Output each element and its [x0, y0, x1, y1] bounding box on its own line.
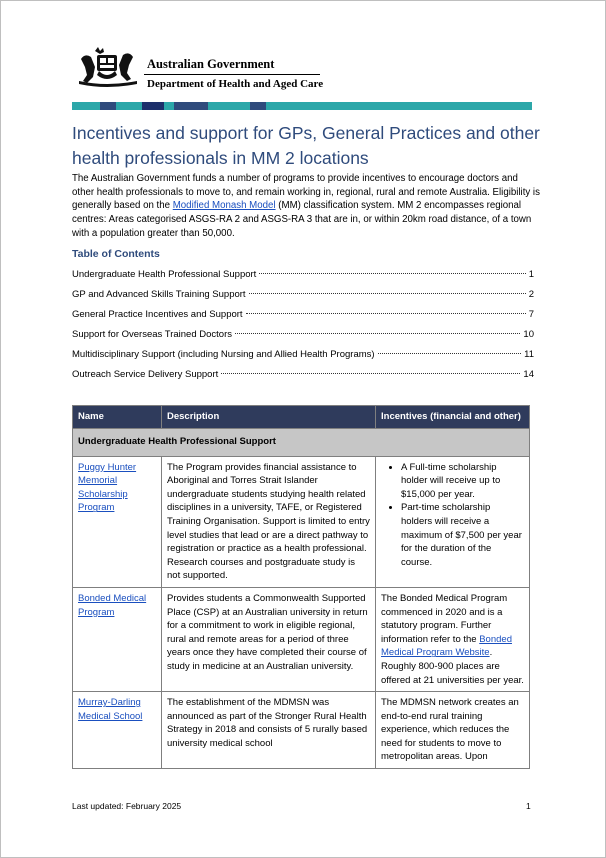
intro-text-1: The Australian Government funds a number of programs to provide incentives to encourage doctors and other health professionals to move to, and remain working in, regional, rural and remote Australia. Eligibility is generally based on the: [72, 173, 540, 212]
toc-leader: [249, 293, 526, 294]
toc-entry[interactable]: [72, 269, 534, 289]
toc-leader: [221, 373, 520, 374]
color-bar-segment: [266, 102, 304, 110]
programs-table: [72, 405, 530, 769]
program-incentives: The MDMSN network creates an end-to-end rural training experience, which reduces the need for students to move to metropolitan areas. Upon: [376, 692, 530, 769]
toc-entry[interactable]: [72, 289, 534, 309]
toc-entry-label: Support for Overseas Trained Doctors: [72, 329, 232, 340]
toc-leader: [235, 333, 520, 334]
toc-page-number: 7: [528, 309, 534, 320]
bonded-medical-program-link[interactable]: Bonded Medical Program: [78, 592, 147, 618]
table-row: [73, 456, 530, 587]
toc-page-number: 14: [523, 369, 534, 380]
toc-leader: [259, 273, 525, 274]
program-incentives: [376, 456, 530, 587]
page-number: 1: [526, 801, 531, 811]
table-section-row: [73, 429, 530, 457]
program-name-cell: [73, 692, 162, 769]
table-header-row: [73, 406, 530, 429]
toc-entry-label: General Practice Incentives and Support: [72, 309, 243, 320]
toc-entry[interactable]: [72, 349, 534, 369]
table-row: [73, 692, 530, 769]
intro-paragraph: [72, 172, 542, 241]
decorative-color-bar: [72, 102, 532, 110]
color-bar-segment: [424, 102, 532, 110]
document-title: Incentives and support for GPs, General Practices and other health professionals in MM 2 locations: [72, 123, 540, 168]
toc-leader: [246, 313, 526, 314]
toc-entry-label: Multidisciplinary Support (including Nursing and Allied Health Programs): [72, 349, 375, 360]
program-name-cell: [73, 456, 162, 587]
section-heading: Undergraduate Health Professional Support: [73, 429, 530, 457]
color-bar-segment: [164, 102, 174, 110]
program-description: The Program provides financial assistance to Aboriginal and Torres Strait Islander undergraduate students studying health related disciplines in a university, TAFE, or Registered Training Organisation. Support is limited to entry level studies that lead or are a direct pathway to registration or practice as a health professional. Research courses and postgraduate study is not supported.: [162, 456, 376, 587]
toc-entry[interactable]: [72, 369, 534, 389]
toc-page-number: 10: [523, 329, 534, 340]
last-updated: Last updated: February 2025: [72, 801, 182, 811]
color-bar-segment: [220, 102, 250, 110]
bonded-medical-program-website-link[interactable]: Bonded Medical Program Website: [381, 633, 512, 659]
program-name-cell: [73, 587, 162, 691]
toc-entry-label: GP and Advanced Skills Training Support: [72, 289, 246, 300]
puggy-hunter-link[interactable]: Puggy Hunter Memorial Scholarship Program: [78, 461, 137, 514]
toc-page-number: 11: [524, 349, 534, 360]
toc-entry-label: Outreach Service Delivery Support: [72, 369, 219, 380]
header-divider: [144, 74, 320, 75]
color-bar-segment: [344, 102, 424, 110]
murray-darling-medical-school-link[interactable]: Murray-Darling Medical School: [78, 697, 143, 722]
program-description: Provides students a Commonwealth Supported Place (CSP) at an Australian university in return for a commitment to work in eligible regional, rural and remote areas for a period of three years once they have completed their course of study in medicine at an Australian university.: [162, 587, 376, 691]
column-header-name: Name: [73, 406, 162, 429]
toc-page-number: 1: [528, 269, 534, 280]
incentive-bullet: • A Full-time scholarship holder will receive up to $15,000 per year.: [401, 461, 524, 502]
color-bar-segment: [208, 102, 220, 110]
modified-monash-model-link[interactable]: Modified Monash Model: [172, 200, 276, 212]
toc-entry[interactable]: [72, 329, 534, 349]
color-bar-segment: [72, 102, 100, 110]
program-incentives: [376, 587, 530, 691]
color-bar-segment: [100, 102, 116, 110]
table-row: [73, 587, 530, 691]
incentives-text-1: The Bonded Medical Program commenced in 2020 and is a statutory program. Further information refer to the: [381, 592, 508, 645]
color-bar-segment: [142, 102, 164, 110]
color-bar-segment: [174, 102, 208, 110]
government-name: Australian Government: [147, 57, 275, 71]
toc-entry-label: Undergraduate Health Professional Support: [72, 269, 257, 280]
column-header-description: Description: [162, 406, 376, 429]
incentives-text-2: . Roughly 800-900 places are offered at 21 universities per year.: [381, 647, 524, 686]
program-description: The establishment of the MDMSN was announced as part of the Stronger Rural Health Strategy in 2018 and consists of 5 rurally based university medical school: [162, 692, 376, 769]
table-of-contents: [72, 269, 534, 389]
color-bar-segment: [304, 102, 344, 110]
column-header-incentives: Incentives (financial and other): [376, 406, 530, 429]
coat-of-arms-logo: [75, 45, 141, 87]
toc-entry[interactable]: [72, 309, 534, 329]
incentive-bullet: • Part-time scholarship holders will receive a maximum of $7,500 per year for the duration of the course.: [401, 501, 524, 569]
department-name: Department of Health and Aged Care: [147, 78, 324, 90]
toc-heading: Table of Contents: [72, 248, 160, 260]
toc-leader: [378, 353, 522, 354]
intro-text-2: (MM) classification system. MM 2 encompasses regional centres: Areas categorised ASGS-RA 2 and ASGS-RA 3 that are in, or within 20km road distance, of a town with a population greater than 50,000.: [72, 200, 532, 239]
color-bar-segment: [116, 102, 142, 110]
toc-page-number: 2: [528, 289, 534, 300]
color-bar-segment: [250, 102, 266, 110]
